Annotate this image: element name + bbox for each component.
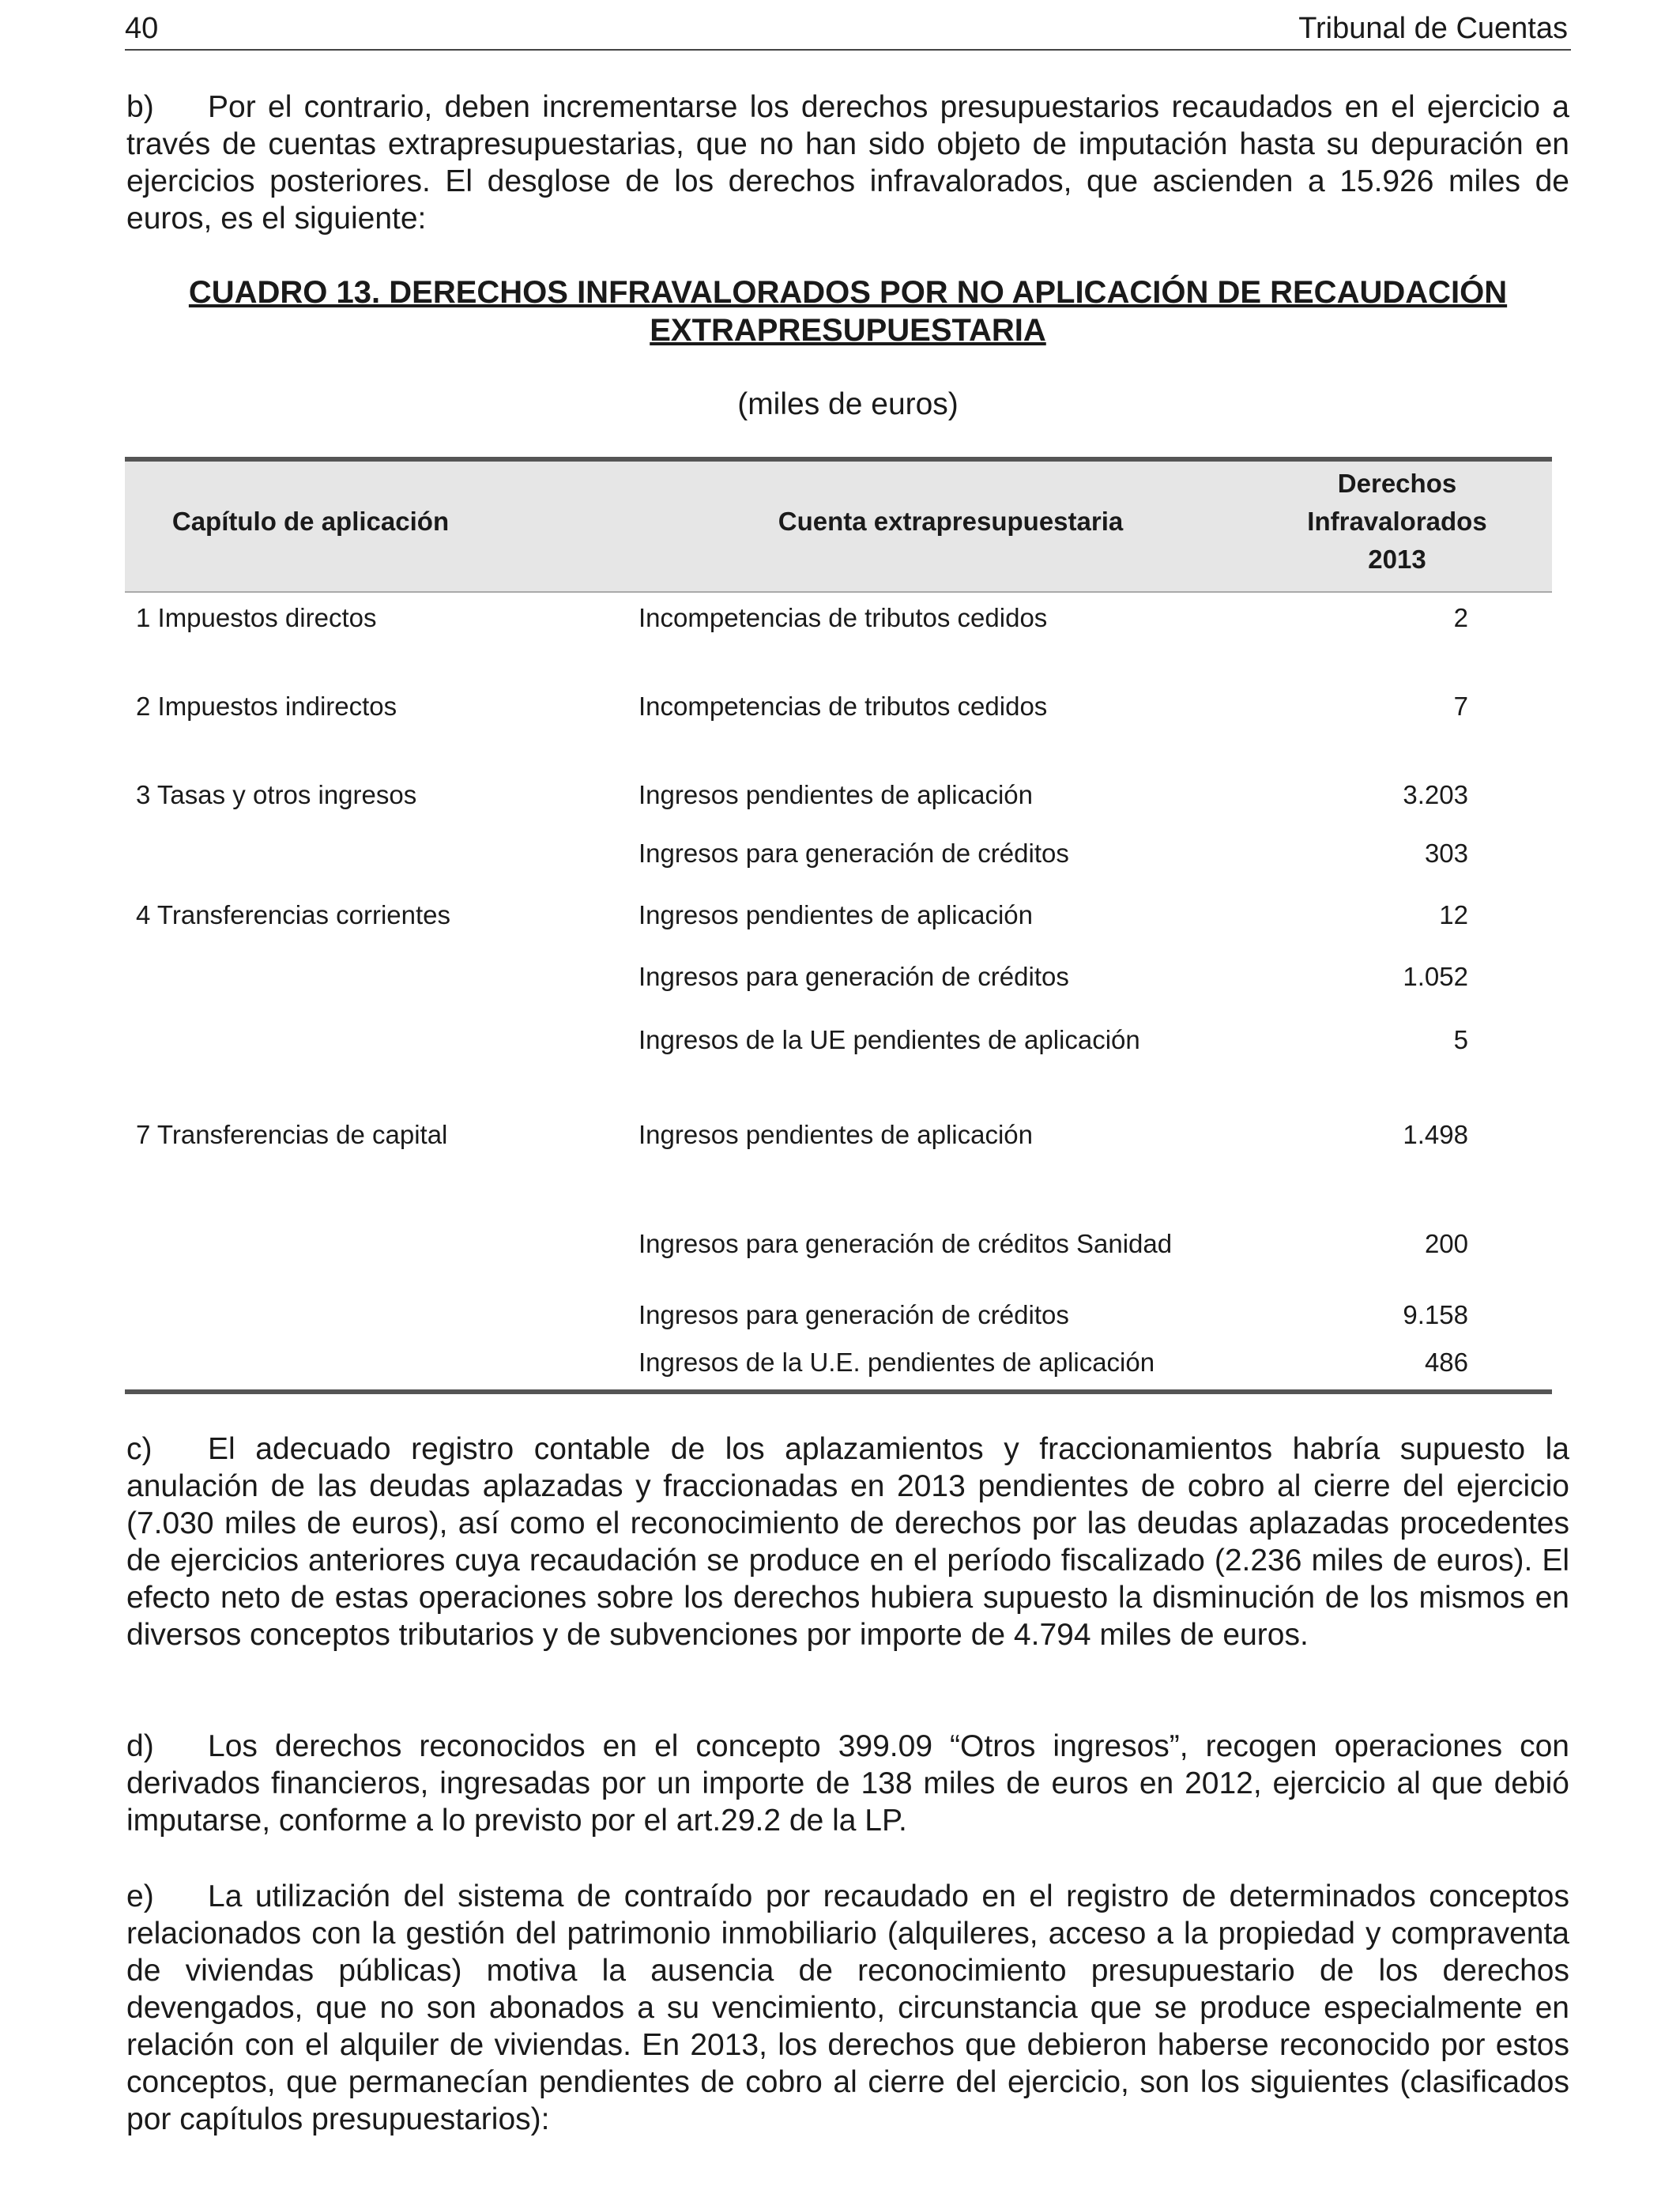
table-row xyxy=(125,778,1552,812)
derechos-table xyxy=(125,457,1552,1394)
paragraph-b-label: b) xyxy=(126,90,154,124)
page-header xyxy=(125,8,1571,51)
cell-importe: 12 xyxy=(1439,900,1468,929)
table-row xyxy=(125,1227,1552,1261)
paragraph-c xyxy=(126,1431,1569,1653)
cell-capitulo: 3 Tasas y otros ingresos xyxy=(136,780,417,809)
cell-cuenta: Ingresos para generación de créditos xyxy=(638,962,1069,991)
cell-importe: 1.498 xyxy=(1403,1120,1468,1149)
cell-importe: 9.158 xyxy=(1403,1300,1468,1329)
cell-cuenta: Ingresos pendientes de aplicación xyxy=(638,780,1034,809)
cell-importe: 200 xyxy=(1424,1229,1468,1258)
paragraph-e xyxy=(126,1878,1569,2138)
cell-importe: 1.052 xyxy=(1403,962,1468,991)
paragraph-e-text: La utilización del sistema de contraído por recaudado en el registro de determinados conceptos relacionados con la gestión del patrimonio inmobiliario (alquileres, acceso a la propiedad y compraventa de viviendas públicas) motiva la ausencia de reconocimiento presupuestario de los derechos devengados, que no son abonados a su vencimiento, circunstancia que se produce especialmente en relación con el alquiler de viviendas. En 2013, los derechos que debieron haberse reconocido por estos conceptos, que permanecían pendientes de cobro al cierre del ejercicio, son los siguientes (clasificados por capítulos presupuestarios): xyxy=(126,1879,1569,2136)
table-units: (miles de euros) xyxy=(737,387,959,421)
col-header-capitulo: Capítulo de aplicación xyxy=(171,507,450,536)
cell-cuenta: Incompetencias de tributos cedidos xyxy=(638,692,1048,721)
cell-cuenta: Ingresos de la UE pendientes de aplicación xyxy=(638,1025,1140,1054)
table-row xyxy=(125,1345,1552,1380)
cell-capitulo: 7 Transferencias de capital xyxy=(136,1120,448,1149)
cell-cuenta: Ingresos pendientes de aplicación xyxy=(638,1120,1034,1149)
cell-importe: 7 xyxy=(1453,692,1468,721)
cell-importe: 3.203 xyxy=(1403,780,1468,809)
cell-importe: 303 xyxy=(1424,839,1468,868)
cell-cuenta: Ingresos pendientes de aplicación xyxy=(638,900,1034,929)
cell-importe: 486 xyxy=(1424,1348,1468,1377)
paragraph-b xyxy=(126,89,1569,237)
cell-importe: 2 xyxy=(1453,603,1468,632)
cell-cuenta: Incompetencias de tributos cedidos xyxy=(638,603,1048,632)
paragraph-d xyxy=(126,1728,1569,1839)
cell-capitulo: 2 Impuestos indirectos xyxy=(136,692,397,721)
cell-capitulo: 1 Impuestos directos xyxy=(136,603,377,632)
col-header-derechos xyxy=(1279,465,1516,579)
table-row xyxy=(125,1118,1552,1152)
col-header-cuenta: Cuenta extrapresupuestaria xyxy=(778,507,1124,536)
table-title-line1: CUADRO 13. DERECHOS INFRAVALORADOS POR NO APLICACIÓN DE RECAUDACIÓN xyxy=(188,275,1508,310)
cell-cuenta: Ingresos para generación de créditos xyxy=(638,1300,1069,1329)
col-header-derechos-line1: Derechos xyxy=(1337,469,1457,498)
table-bottom-rule xyxy=(125,1389,1552,1394)
paragraph-b-text: Por el contrario, deben incrementarse los derechos presupuestarios recaudados en el ejercicio a través de cuentas extrapresupuestarias, que no han sido objeto de imputación hasta su depuración en ejercicios posteriores. El desglose de los derechos infravalorados, que ascienden a 15.926 miles de euros, es el siguiente: xyxy=(126,90,1569,236)
cell-cuenta: Ingresos para generación de créditos xyxy=(638,839,1069,868)
cell-cuenta: Ingresos para generación de créditos Sanidad xyxy=(638,1229,1173,1258)
table-row xyxy=(125,1298,1552,1333)
page-number: 40 xyxy=(125,12,159,45)
cell-capitulo: 4 Transferencias corrientes xyxy=(136,900,451,929)
table-row xyxy=(125,689,1552,724)
paragraph-d-text: Los derechos reconocidos en el concepto 399.09 “Otros ingresos”, recogen operaciones con derivados financieros, ingresadas por un importe de 138 miles de euros en 2012, ejercicio al que debió imputarse, conforme a lo previsto por el art.29.2 de la LP. xyxy=(126,1729,1569,1838)
paragraph-d-label: d) xyxy=(126,1729,154,1763)
table-row xyxy=(125,1023,1552,1057)
paragraph-e-label: e) xyxy=(126,1879,154,1913)
table-title xyxy=(126,273,1569,349)
paragraph-c-text: El adecuado registro contable de los aplazamientos y fraccionamientos habría supuesto la anulación de las deudas aplazadas y fraccionadas en 2013 pendientes de cobro al cierre del ejercicio (7.030 miles de euros), así como el reconocimiento de derechos por las deudas aplazadas procedentes de ejercicios anteriores cuya recaudación se produce en el período fiscalizado (2.236 miles de euros). El efecto neto de estas operaciones sobre los derechos hubiera supuesto la disminución de los mismos en diversos conceptos tributarios y de subvenciones por importe de 4.794 miles de euros. xyxy=(126,1432,1569,1652)
table-row xyxy=(125,601,1552,635)
table-row xyxy=(125,898,1552,933)
table-header xyxy=(125,462,1552,593)
col-header-derechos-line2: Infravalorados xyxy=(1307,507,1487,536)
cell-importe: 5 xyxy=(1453,1025,1468,1054)
table-title-line2: EXTRAPRESUPUESTARIA xyxy=(650,313,1046,348)
col-header-derechos-line3: 2013 xyxy=(1368,545,1426,574)
paragraph-c-label: c) xyxy=(126,1432,153,1466)
header-organization: Tribunal de Cuentas xyxy=(1298,12,1568,45)
table-row xyxy=(125,836,1552,871)
cell-cuenta: Ingresos de la U.E. pendientes de aplicación xyxy=(638,1348,1155,1377)
table-row xyxy=(125,959,1552,994)
